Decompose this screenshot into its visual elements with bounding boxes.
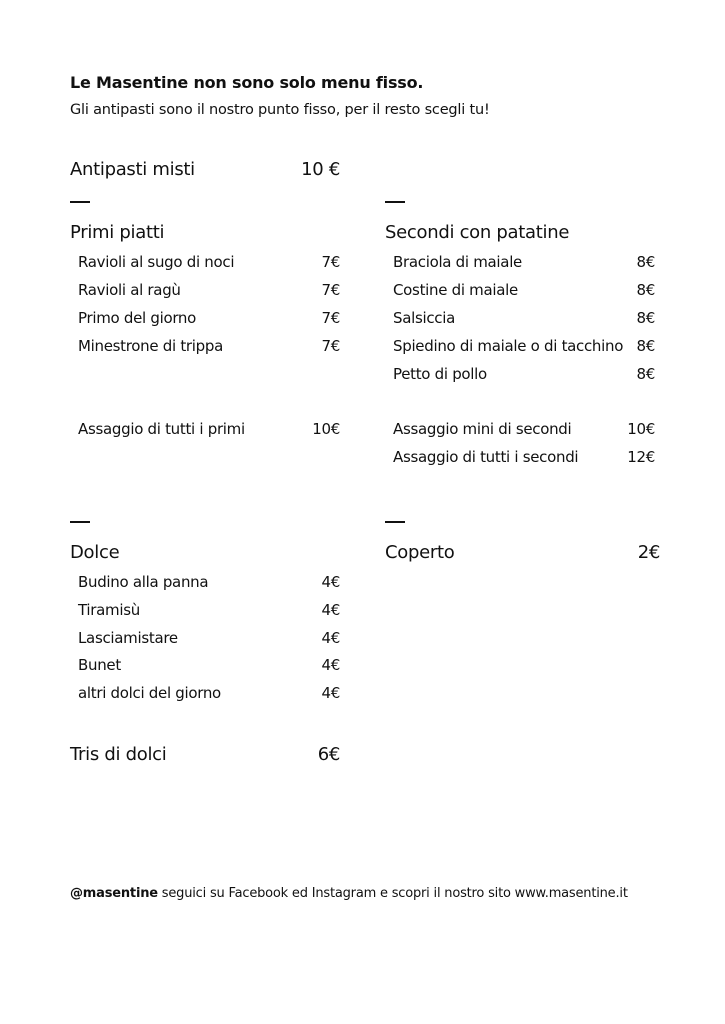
section-divider (385, 201, 405, 203)
secondi-item-price: 8€ (636, 309, 655, 327)
dolce-item-price: 4€ (321, 573, 340, 591)
dolce-item-price: 4€ (321, 656, 340, 675)
secondi-tasting-price: 12€ (627, 448, 655, 466)
footer (70, 886, 628, 901)
secondi-item-price: 8€ (636, 337, 655, 355)
secondi-item-name: Costine di maiale (393, 281, 518, 299)
section-divider (385, 521, 405, 523)
primi-item-price: 7€ (321, 309, 340, 327)
secondi-item-price: 8€ (636, 365, 655, 383)
secondi-item-name: Salsiccia (393, 309, 456, 327)
primi-item-name: Minestrone di trippa (78, 337, 223, 355)
dolce-item-price: 4€ (321, 628, 340, 647)
footer-text: seguici su Facebook ed Instagram e scopri il nostro sito www.masentine.it (157, 886, 628, 901)
section-heading-primi: Primi piatti (70, 222, 165, 243)
tris-name: Tris di dolci (70, 744, 167, 765)
coperto-name: Coperto (385, 542, 455, 563)
tris-price: 6€ (317, 744, 340, 765)
dolce-item-name: Budino alla panna (78, 573, 209, 591)
primi-item-price: 7€ (321, 281, 340, 299)
primi-item-name: Ravioli al sugo di noci (78, 253, 235, 271)
primi-tasting-price: 10€ (312, 420, 340, 438)
primi-item-name: Primo del giorno (78, 309, 197, 327)
secondi-item-price: 8€ (636, 281, 655, 299)
secondi-item-name: Spiedino di maiale o di tacchino (393, 337, 624, 355)
secondi-tasting-price: 10€ (627, 420, 655, 438)
secondi-item-name: Petto di pollo (393, 365, 487, 383)
secondi-item-price: 8€ (636, 253, 655, 271)
dolce-item-name: Bunet (78, 656, 121, 675)
dolce-item-price: 4€ (321, 684, 340, 703)
menu-subtitle: Gli antipasti sono il nostro punto fisso, per il resto scegli tu! (70, 102, 490, 118)
dolce-item-name: Lasciamistare (78, 628, 178, 647)
menu-title: Le Masentine non sono solo menu fisso. (70, 73, 424, 92)
primi-tasting-name: Assaggio di tutti i primi (78, 420, 245, 438)
section-heading-secondi: Secondi con patatine (385, 222, 570, 243)
primi-item-price: 7€ (321, 337, 340, 355)
coperto-price: 2€ (637, 542, 660, 563)
section-divider (70, 521, 90, 523)
secondi-item-name: Braciola di maiale (393, 253, 522, 271)
secondi-tasting-name: Assaggio di tutti i secondi (393, 448, 579, 466)
dolce-item-price: 4€ (321, 600, 340, 619)
antipasti-price: 10 € (301, 159, 340, 180)
primi-item-price: 7€ (321, 253, 340, 271)
antipasti-name: Antipasti misti (70, 159, 195, 180)
secondi-tasting-name: Assaggio mini di secondi (393, 420, 572, 438)
section-heading-dolce: Dolce (70, 542, 120, 563)
dolce-item-name: altri dolci del giorno (78, 684, 221, 703)
dolce-item-name: Tiramisù (78, 600, 140, 619)
footer-handle: @masentine (70, 886, 158, 901)
primi-item-name: Ravioli al ragù (78, 281, 181, 299)
section-divider (70, 201, 90, 203)
